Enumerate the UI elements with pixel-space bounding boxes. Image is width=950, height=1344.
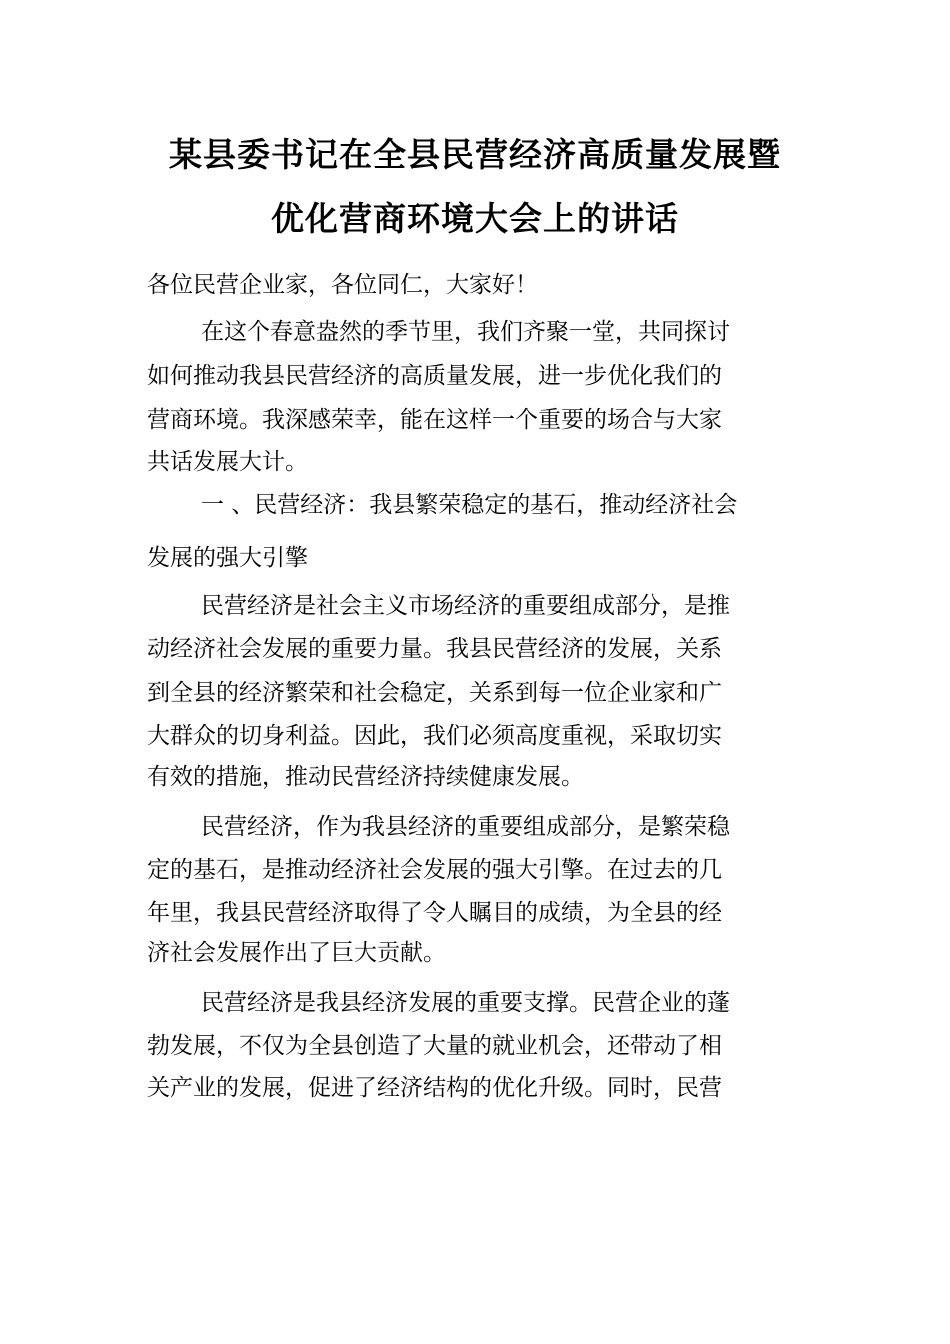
paragraph-line: 有效的措施，推动民营经济持续健康发展。 [147,764,584,790]
paragraph-line: 如何推动我县民营经济的高质量发展，进一步优化我们的 [147,363,722,389]
paragraph-line: 到全县的经济繁荣和社会稳定，关系到每一位企业家和广 [147,680,722,706]
paragraph-line: 民营经济，作为我县经济的重要组成部分，是繁荣稳 [201,814,730,840]
paragraph-line: 民营经济是我县经济发展的重要支撑。民营企业的蓬 [201,990,730,1016]
section-heading-line: 发展的强大引擎 [147,545,308,571]
paragraph-line: 营商环境。我深感荣幸，能在这样一个重要的场合与大家 [147,407,722,433]
paragraph-line: 民营经济是社会主义市场经济的重要组成部分，是推 [201,593,730,619]
paragraph-line: 共话发展大计。 [147,449,308,475]
greeting: 各位民营企业家，各位同仁，大家好！ [147,272,538,298]
section-heading-line: 一 、民营经济：我县繁荣稳定的基石，推动经济社会 [201,492,738,518]
paragraph-line: 大群众的切身利益。因此，我们必须高度重视，采取切实 [147,723,722,749]
document-title-line-2: 优化营商环境大会上的讲话 [271,199,679,238]
paragraph-line: 定的基石，是推动经济社会发展的强大引擎。在过去的几 [147,857,722,883]
paragraph-line: 年里，我县民营经济取得了令人瞩目的成绩，为全县的经 [147,900,722,926]
document-title-line-1: 某县委书记在全县民营经济高质量发展暨 [169,135,781,174]
paragraph-line: 关产业的发展，促进了经济结构的优化升级。同时，民营 [147,1075,722,1101]
paragraph-line: 济社会发展作出了巨大贡献。 [147,940,446,966]
paragraph-line: 动经济社会发展的重要力量。我县民营经济的发展，关系 [147,636,722,662]
paragraph-line: 在这个春意盎然的季节里，我们齐聚一堂，共同探讨 [201,319,730,345]
paragraph-line: 勃发展，不仅为全县创造了大量的就业机会，还带动了相 [147,1033,722,1059]
